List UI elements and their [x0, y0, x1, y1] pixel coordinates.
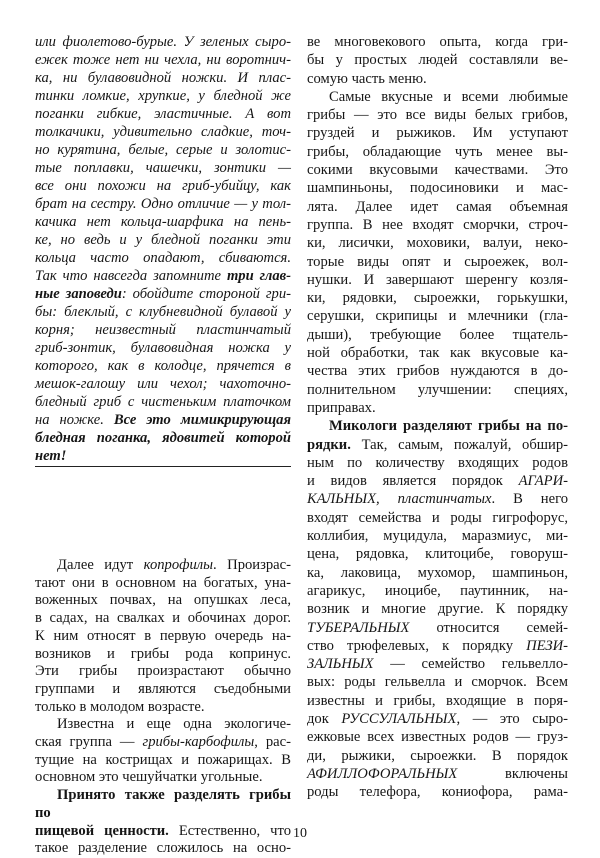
text-segment: возников и грибы рода копринус. [35, 645, 291, 662]
text-segment: относится семей- [409, 619, 568, 636]
text-line [307, 143, 568, 161]
text-line [35, 87, 291, 105]
text-segment: : обойдите стороной гри- [121, 286, 291, 302]
text-segment: лята. Далее идет самая объемная [307, 198, 568, 215]
text-segment: Известна и еще одна экологиче- [57, 716, 291, 733]
text-segment: ке, но ведь и у бледной поганки эти [35, 232, 291, 248]
text-segment: Принято также разделять грибы по [35, 787, 291, 821]
text-segment: ская группа — [35, 734, 143, 751]
text-segment: ЗАЛЬНЫХ [307, 656, 374, 673]
text-line [307, 765, 568, 783]
text-segment: копрофилы [143, 557, 214, 573]
text-segment: все они похожи на гриб-убийцу, как [35, 178, 291, 194]
text-line [35, 575, 291, 593]
text-line [35, 628, 291, 646]
paragraph [307, 417, 568, 801]
text-segment: корня; неизвестный пластинчатый [35, 322, 291, 338]
text-line [307, 271, 568, 289]
text-segment: тые поплавки, чашечки, зонтики — [35, 160, 291, 176]
text-line [307, 747, 568, 765]
text-segment: АГАРИ- [518, 473, 568, 490]
text-line [307, 326, 568, 344]
text-line [307, 399, 568, 417]
text-segment: вых: роды гельвелла и сморчок. Всем [307, 674, 568, 691]
text-line [35, 321, 291, 339]
text-line [307, 619, 568, 637]
text-line [307, 106, 568, 124]
left-column-italic-passage [35, 33, 291, 465]
text-line [307, 33, 568, 51]
text-line [307, 600, 568, 618]
text-segment: . В него [491, 491, 568, 508]
text-line [35, 177, 291, 195]
text-segment: группа. В нее входят сморчки, строч- [307, 216, 568, 233]
text-segment: тают они в основном на богатых, уна- [35, 574, 291, 591]
text-segment: приправах. [307, 399, 376, 416]
text-line [307, 234, 568, 252]
text-line [307, 564, 568, 582]
text-line [307, 307, 568, 325]
text-line [35, 267, 291, 285]
text-line [307, 70, 568, 88]
text-line [307, 783, 568, 801]
text-segment: цена, рядовка, клитоцибе, говоруш- [307, 546, 568, 563]
text-segment: нушки. И завершают шеренгу козля- [307, 271, 568, 288]
text-segment: ной обработки, так как вкусовые ка- [307, 345, 568, 362]
text-segment: бы у простых людей составляли ве- [307, 52, 568, 69]
text-segment: ПЕЗИ- [526, 637, 568, 654]
text-line [307, 436, 568, 454]
text-segment: — семейство гельвелло- [373, 656, 568, 673]
left-column-body-text [35, 557, 291, 858]
text-line [307, 124, 568, 142]
text-segment: груздей и рыжиков. Им уступают [307, 125, 568, 142]
text-line [307, 692, 568, 710]
right-column-body-text [307, 33, 568, 801]
text-segment: ство трюфелевых, к порядку [307, 637, 527, 654]
text-segment: сомую часть меню. [307, 70, 427, 87]
text-segment: Все это мимикрирующая [113, 412, 291, 428]
text-segment: ТУБЕРАЛЬНЫХ [307, 619, 410, 636]
text-segment: сокими вкусовыми качествами. Это [307, 162, 568, 179]
text-segment: только в молодом возрасте. [35, 698, 205, 715]
text-segment: пищевой ценности. [35, 822, 169, 839]
text-segment: три глав- [226, 268, 291, 284]
text-line [307, 454, 568, 472]
text-segment: такое разделение сложилось на осно- [35, 840, 291, 857]
paragraph [35, 787, 291, 858]
text-segment: воженных почвах, на опушках леса, [35, 592, 291, 609]
text-line [35, 752, 291, 770]
text-line [35, 429, 291, 447]
text-segment: шампиньоны, подосиновики и мас- [307, 180, 568, 197]
text-segment: ки, лисички, моховики, валуи, неко- [307, 235, 568, 252]
text-segment: тущие на кострищах и пожарищах. В [35, 751, 291, 768]
text-line [35, 69, 291, 87]
text-segment: нет! [35, 448, 67, 464]
text-segment: известны и грибы, входящие в поря- [307, 692, 568, 709]
text-segment: брат на сестру. Одно отличие — у тол- [35, 196, 291, 212]
text-segment: кольца часто опадают, сбиваются. [35, 250, 291, 266]
text-line [307, 527, 568, 545]
text-line [35, 51, 291, 69]
text-line [307, 179, 568, 197]
text-line [35, 285, 291, 303]
text-segment: Так, самым, пожалуй, обшир- [350, 436, 568, 453]
text-segment: возник и многие другие. К порядку [307, 601, 568, 618]
text-segment: ка, лаковица, мухомор, шампиньон, [307, 564, 568, 581]
text-segment: которого, как в колодце, прячется в [35, 358, 291, 374]
text-segment: К ним относят в первую очередь на- [35, 627, 291, 644]
text-segment: док [307, 710, 342, 727]
text-segment: Самые вкусные и всеми любимые [329, 88, 568, 105]
text-segment: агарикус, иноцибе, паутинник, на- [307, 582, 568, 599]
paragraph [307, 88, 568, 417]
text-segment: на ножке. [35, 412, 114, 428]
text-line [35, 716, 291, 734]
text-line [307, 673, 568, 691]
text-line [307, 216, 568, 234]
text-line [307, 417, 568, 435]
text-segment: бледный гриб с чистеньким платочком [35, 394, 291, 410]
text-line [35, 411, 291, 429]
text-segment: тинки ломкие, хрупкие, у бледной же [35, 88, 291, 104]
text-segment: рядки. [307, 436, 351, 453]
text-segment: Эти грибы произрастают обычно [35, 663, 291, 680]
text-segment: АФИЛЛОФОРАЛЬНЫХ [307, 765, 458, 782]
paragraph [35, 557, 291, 716]
text-line [307, 728, 568, 746]
text-line [35, 375, 291, 393]
text-segment: поганки гибкие, эластичные. А вот [35, 106, 291, 122]
text-line [307, 344, 568, 362]
text-segment: . Произрас- [213, 557, 291, 573]
text-line [35, 592, 291, 610]
text-line [35, 734, 291, 752]
text-segment: грибы — это все виды белых грибов, [307, 107, 568, 124]
text-segment: роды телефора, кониофора, рама- [307, 784, 568, 801]
text-line [307, 381, 568, 399]
text-segment: чества этих грибов нуждаются в до- [307, 363, 568, 380]
text-line [35, 447, 291, 465]
text-segment: Естественно, что [168, 822, 291, 839]
text-line [307, 582, 568, 600]
text-line [35, 787, 291, 822]
text-line [307, 545, 568, 563]
text-line [307, 472, 568, 490]
text-segment: Далее идут [57, 557, 144, 573]
text-segment: ным по количеству входящих родов [307, 454, 568, 471]
text-segment: Микологи разделяют грибы на по- [329, 418, 568, 435]
text-line [35, 195, 291, 213]
text-segment: торые виды опят и сыроежек, вол- [307, 253, 568, 270]
text-segment: ве многовекового опыта, когда гри- [307, 34, 568, 50]
text-segment: но курятина, белые, серые и золотис- [35, 142, 291, 158]
text-segment: ки, рядовки, сыроежки, горькушки, [307, 290, 568, 307]
text-line [35, 303, 291, 321]
text-segment: или фиолетово-бурые. У зеленых сыро- [35, 34, 291, 50]
text-segment: Так что навсегда запомните [35, 268, 227, 284]
text-segment: входят семейства и роды гигрофорус, [307, 509, 568, 526]
text-line [35, 123, 291, 141]
text-segment: дыши), требующие более тщатель- [307, 326, 568, 343]
text-line [35, 393, 291, 411]
text-line [35, 33, 291, 51]
text-line [35, 610, 291, 628]
text-segment: коллибия, муцидула, маразмиус, ми- [307, 528, 568, 545]
paragraph [307, 33, 568, 88]
paragraph [35, 33, 291, 465]
text-line [307, 161, 568, 179]
text-segment: в садах, на свалках и обочинах дорог. [35, 610, 291, 627]
text-line [35, 646, 291, 664]
text-line [35, 663, 291, 681]
text-segment: бы: блеклый, с клубневидной булавой у [35, 304, 291, 320]
text-segment: и видов является порядок [307, 473, 519, 490]
text-segment: толкачики, удивительно сладкие, точ- [35, 124, 291, 140]
text-line [35, 105, 291, 123]
page-number: 10 [293, 826, 307, 841]
text-segment: КАЛЬНЫХ, пластинчатых [307, 491, 492, 508]
text-segment: РУССУЛАЛЬНЫХ [341, 710, 457, 727]
text-segment: серушки, скрипицы и млечники (гла- [307, 308, 568, 325]
text-segment: основном это чешуйчатки угольные. [35, 769, 263, 786]
text-segment: ные заповеди [35, 286, 122, 302]
text-segment: грибы-карбофилы [142, 734, 255, 751]
text-line [307, 51, 568, 69]
text-line [307, 289, 568, 307]
text-segment: бледная поганка, ядовитей которой [35, 430, 291, 446]
text-segment: включены [457, 765, 568, 782]
text-line [307, 88, 568, 106]
text-segment: ежек тоже нет ни чехла, ни воротнич- [35, 52, 291, 68]
text-line [35, 231, 291, 249]
text-segment: ка, ни булавовидной ножки. И плас- [35, 70, 291, 86]
text-line [307, 637, 568, 655]
text-line [307, 509, 568, 527]
text-line [35, 699, 291, 717]
text-line [307, 362, 568, 380]
text-segment: полнительном улучшении: специях, [307, 381, 568, 398]
text-segment: ди, рыжики, сыроежки. В порядок [307, 747, 568, 764]
text-segment: , — это сыро- [456, 710, 568, 727]
text-line [35, 357, 291, 375]
text-line [307, 253, 568, 271]
text-line [35, 213, 291, 231]
paragraph [35, 716, 291, 787]
text-line [35, 557, 291, 575]
text-line [35, 681, 291, 699]
text-line [35, 249, 291, 267]
text-line [307, 198, 568, 216]
text-line [307, 655, 568, 673]
text-line [35, 141, 291, 159]
section-divider-rule [35, 466, 291, 467]
text-segment: ежковые всех известных родов — груз- [307, 729, 568, 746]
text-segment: грибы, обладающие чуть менее вы- [307, 143, 568, 160]
text-segment: , рас- [254, 734, 291, 751]
text-line [307, 490, 568, 508]
text-segment: качика нет кольца-шарфика на пень- [35, 214, 291, 230]
text-segment: гриб-зонтик, булавовидная ножка у [35, 340, 291, 356]
text-segment: мешок-галошу или чехол; чахоточно- [35, 376, 291, 392]
text-line [35, 769, 291, 787]
text-line [35, 159, 291, 177]
text-line [35, 339, 291, 357]
text-segment: группами и являются съедобными [35, 680, 291, 697]
text-line [35, 840, 291, 858]
text-line [307, 710, 568, 728]
